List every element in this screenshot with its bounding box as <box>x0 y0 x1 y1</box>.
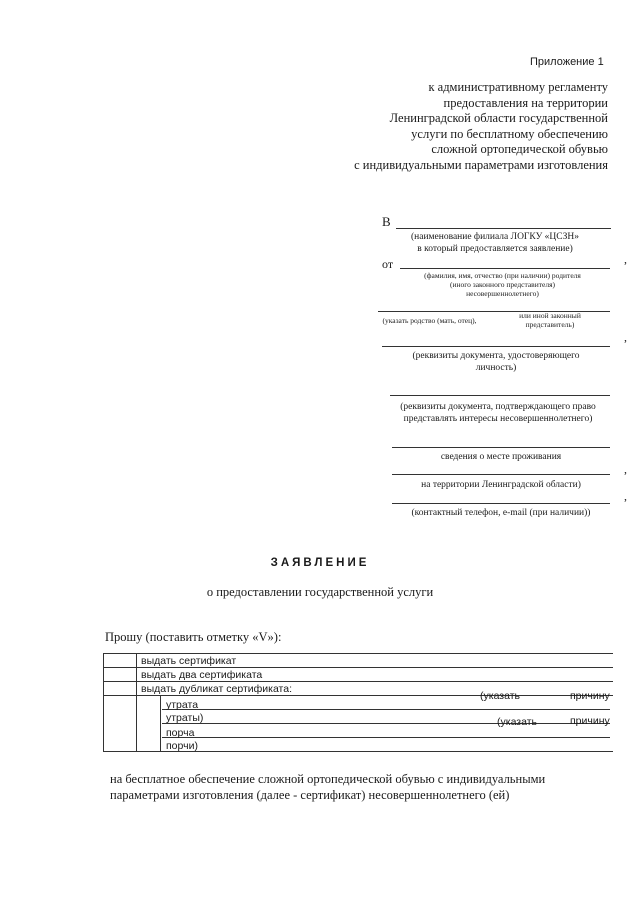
comma: , <box>624 252 627 266</box>
table-rule <box>103 667 613 668</box>
applicant-name-hint <box>395 271 610 298</box>
comma: , <box>624 489 627 503</box>
reason-label: причину <box>570 715 610 727</box>
hint-line: представлять интересы несовершеннолетнего) <box>403 414 593 424</box>
appendix-label: Приложение 1 <box>530 56 604 68</box>
contact-field[interactable] <box>392 503 610 504</box>
residence-field[interactable] <box>392 447 610 448</box>
hint-line: (наименование филиала ЛОГКУ «ЦСЗН» <box>410 232 579 242</box>
regulation-line: сложной ортопедической обувью <box>431 142 608 156</box>
comma: , <box>624 330 627 344</box>
checkbox-damage[interactable] <box>137 724 159 750</box>
contact-hint: (контактный телефон, e-mail (при наличии)) <box>411 508 591 518</box>
hint-line: или иной законный <box>519 311 581 320</box>
comma: , <box>624 462 627 476</box>
hint-line: (реквизиты документа, удостоверяющего <box>412 351 580 361</box>
option-damage-close: порчи) <box>166 740 198 752</box>
body-line-2: параметрами изготовления (далее - сертификат) несовершеннолетнего (ей) <box>110 788 510 802</box>
residence-field-2[interactable] <box>392 474 610 475</box>
body-line-1: на бесплатное обеспечение сложной ортопедической обувью с индивидуальными <box>110 772 546 786</box>
table-rule <box>103 681 613 682</box>
table-rule <box>103 653 613 654</box>
hint-line: представитель) <box>525 320 575 329</box>
regulation-line: услуги по бесплатному обеспечению <box>411 126 608 141</box>
document-subtitle: о предоставлении государственной услуги <box>206 585 434 599</box>
branch-hint <box>380 231 610 255</box>
option-two-certificates: выдать два сертификата <box>141 669 263 681</box>
option-damage: порча <box>166 727 195 739</box>
hint-line: (фамилия, имя, отчество (при наличии) родителя <box>424 271 581 280</box>
regulation-line: Ленинградской области государственной <box>389 111 608 125</box>
option-duplicate: выдать дубликат сертификата: <box>141 683 293 695</box>
specify-label: (указать <box>480 690 520 702</box>
hint-line: (реквизиты документа, подтверждающего право <box>400 402 596 412</box>
to-prefix: В <box>382 214 391 229</box>
branch-field[interactable] <box>396 228 611 229</box>
option-loss-close: утраты) <box>166 712 204 724</box>
table-rule <box>103 695 613 696</box>
id-document-field[interactable] <box>382 346 610 347</box>
checkbox-duplicate[interactable] <box>104 682 135 694</box>
regulation-line: к административному регламенту <box>428 80 608 94</box>
document-title: ЗАЯВЛЕНИЕ <box>270 557 370 569</box>
right-document-hint <box>382 401 614 425</box>
table-rule <box>162 709 610 710</box>
applicant-name-field[interactable] <box>400 268 610 269</box>
reason-label: причину <box>570 690 610 702</box>
relation-hint: (указать родство (мать, отец), <box>382 316 477 325</box>
hint-line: (иного законного представителя) <box>449 280 556 289</box>
hint-line: в который предоставляется заявление) <box>417 244 573 254</box>
checkbox-loss[interactable] <box>137 696 159 722</box>
checkbox-certificate[interactable] <box>104 654 135 666</box>
option-issue-certificate: выдать сертификат <box>141 655 237 667</box>
id-document-hint <box>382 350 610 374</box>
hint-line: личность) <box>475 363 517 373</box>
request-line: Прошу (поставить отметку «V»): <box>105 630 282 644</box>
specify-label: (указать <box>497 716 537 728</box>
table-rule <box>162 737 610 738</box>
table-rule <box>162 723 610 724</box>
hint-line: несовершеннолетнего) <box>466 289 539 298</box>
regulation-reference <box>278 80 608 173</box>
from-prefix: от <box>382 257 394 271</box>
regulation-line: с индивидуальными параметрами изготовления <box>354 157 608 172</box>
checkbox-two-certificates[interactable] <box>104 668 135 680</box>
legal-rep-hint <box>505 311 595 329</box>
region-hint: на территории Ленинградской области) <box>421 480 581 490</box>
right-document-field[interactable] <box>390 395 610 396</box>
regulation-line: предоставления на территории <box>443 95 608 110</box>
residence-hint: сведения о месте проживания <box>440 452 562 462</box>
table-border <box>160 695 161 751</box>
option-loss: утрата <box>166 699 199 711</box>
